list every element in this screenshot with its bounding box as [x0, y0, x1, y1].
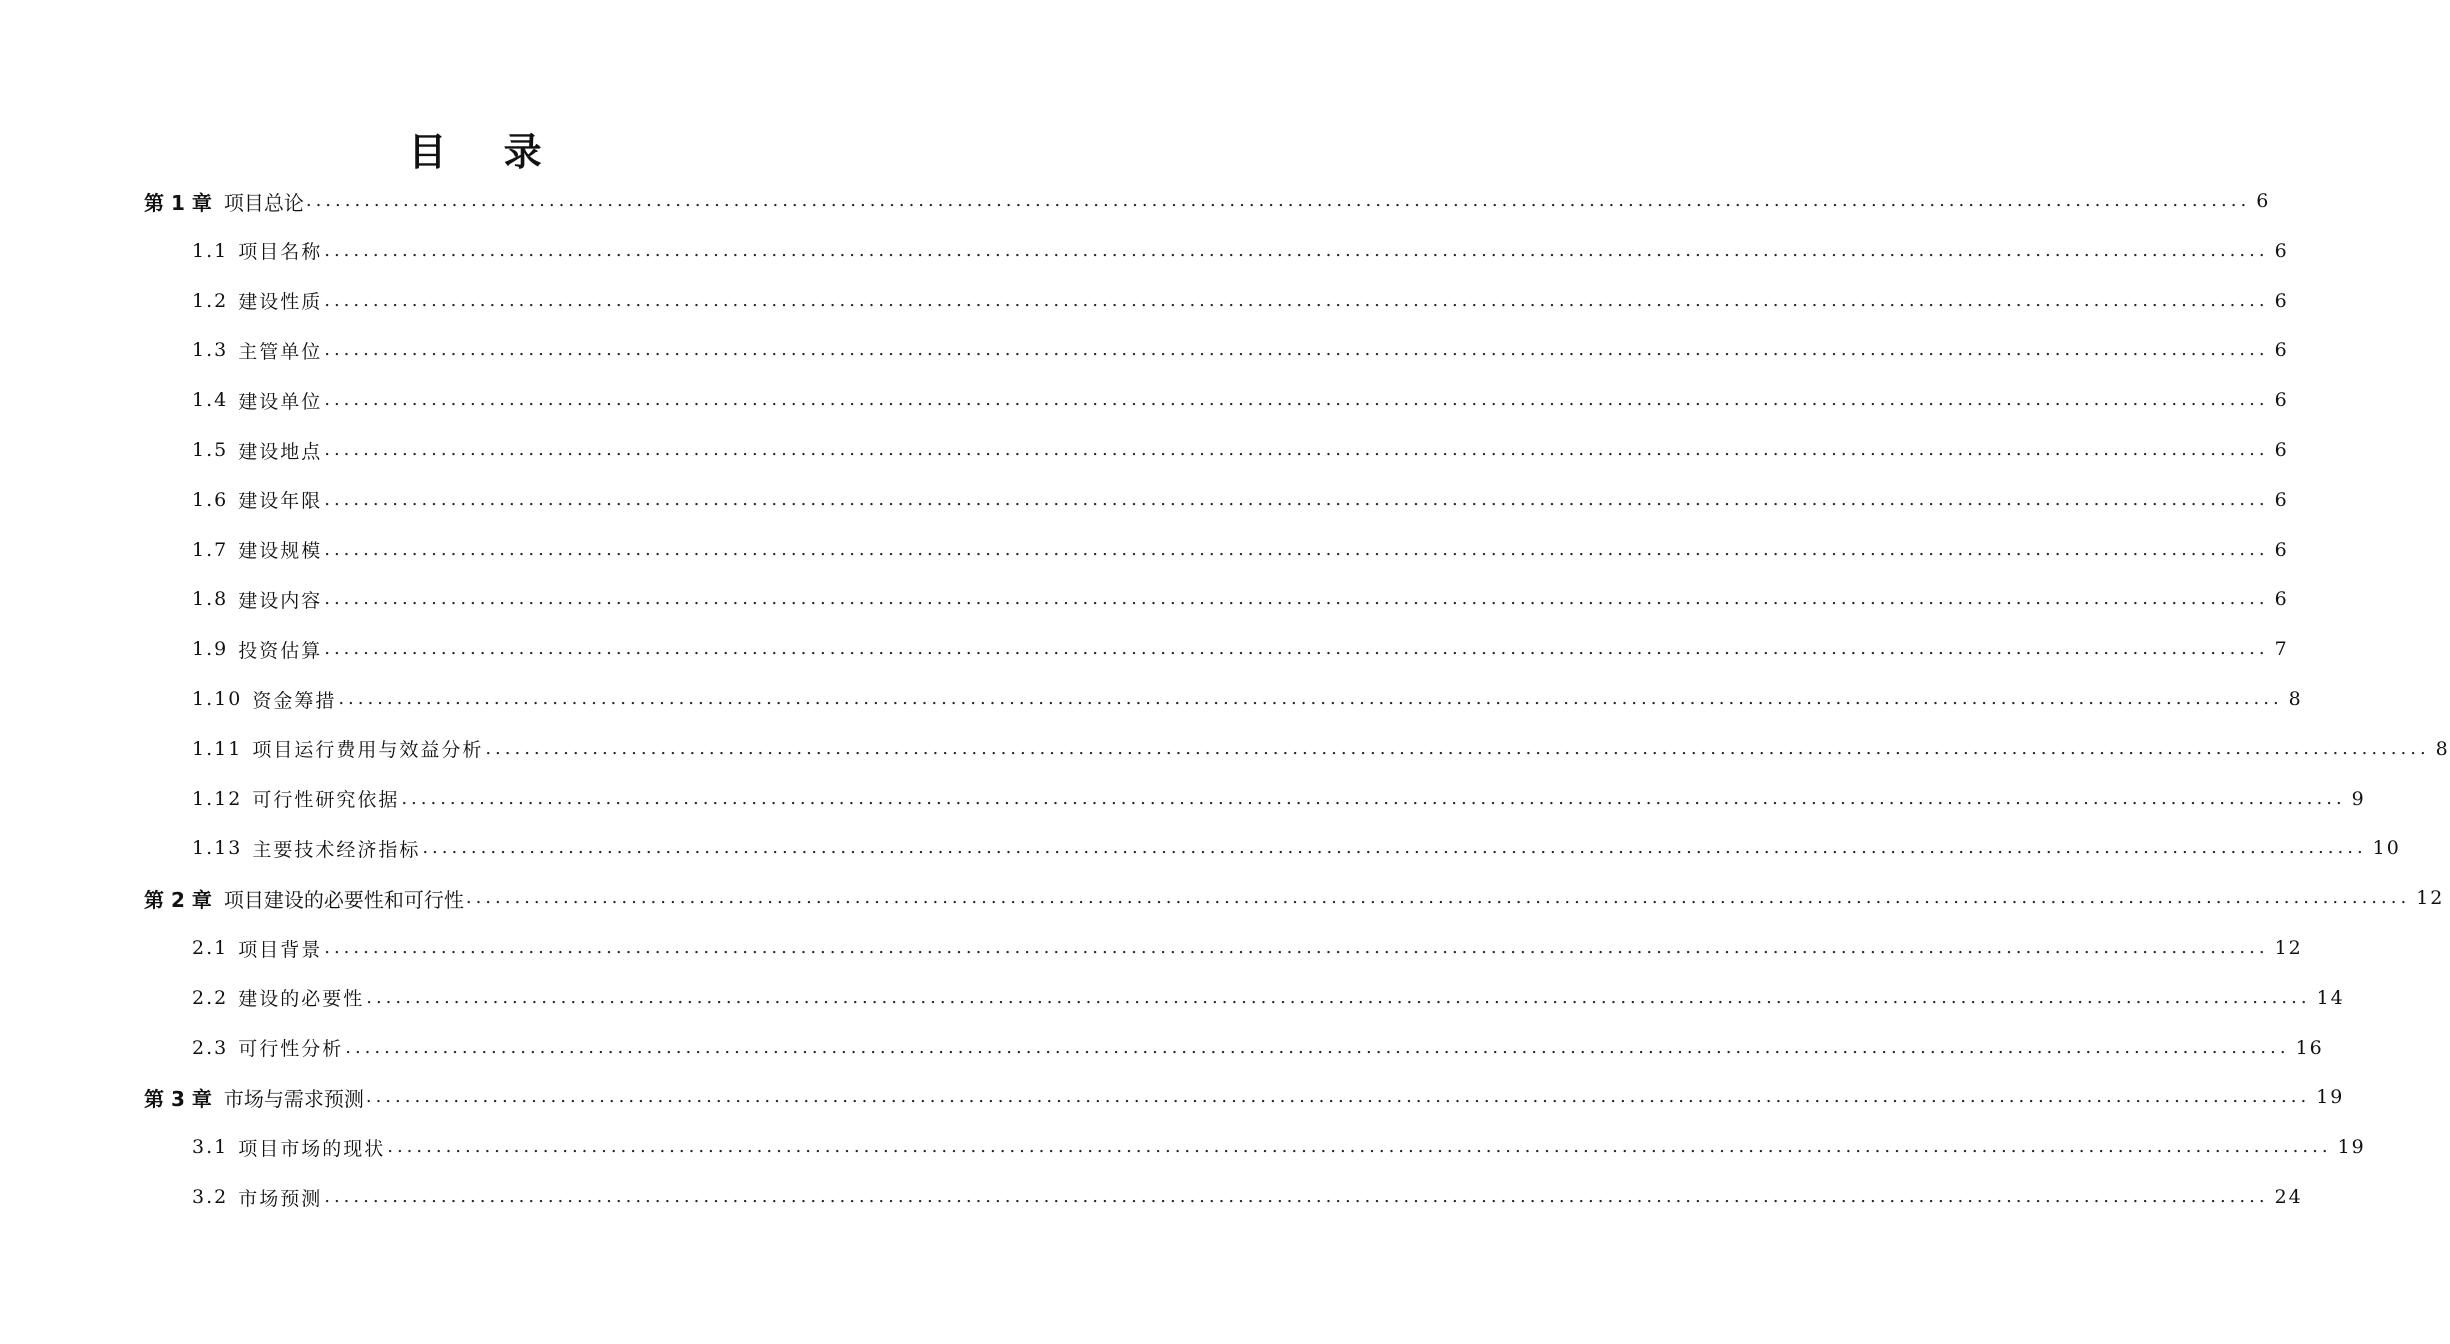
toc-page-number: 12: [2274, 937, 2303, 959]
toc-entry-title: 资金筹措: [252, 689, 337, 712]
toc-entry-title: 项目建设的必要性和可行性: [223, 887, 464, 912]
toc-page-number: 6: [2256, 190, 2271, 212]
toc-entry-number: 1.5: [192, 439, 229, 461]
toc-page-number: 12: [2416, 887, 2445, 910]
toc-dot-leader: ........................................................................................................................................................................................................: [387, 1136, 2332, 1158]
toc-dot-leader: ........................................................................................................................................................................................................: [324, 1186, 2269, 1207]
toc-dot-leader: ........................................................................................................................................................................................................: [485, 737, 2430, 759]
toc-entry-title: 可行性分析: [238, 1038, 344, 1061]
toc-entry-number: 1.8: [192, 588, 229, 611]
toc-entry-title: 建设的必要性: [238, 988, 365, 1011]
toc-entry-number: 1.2: [192, 289, 229, 312]
toc-section-entry[interactable]: [192, 624, 2289, 674]
toc-page-number: 10: [2372, 837, 2401, 860]
toc-entry-number: 2.3: [192, 1036, 229, 1059]
toc-dot-leader: ........................................................................................................................................................................................................: [324, 937, 2269, 958]
toc-entry-title: 市场预测: [238, 1187, 323, 1210]
toc-entry-title: 建设内容: [238, 589, 323, 612]
toc-entry-title: 建设单位: [238, 390, 323, 413]
toc-page-number: 6: [2274, 488, 2289, 511]
toc-page-number: 14: [2316, 986, 2345, 1009]
toc-entry-number: 1.4: [192, 389, 229, 412]
toc-section-entry[interactable]: [192, 1023, 2324, 1073]
toc-section-entry[interactable]: [192, 774, 2366, 824]
toc-section-entry[interactable]: [192, 574, 2289, 624]
toc-dot-leader: ........................................................................................................................................................................................................: [465, 887, 2411, 909]
toc-entry-title: 项目运行费用与效益分析: [252, 739, 484, 762]
toc-page-number: 19: [2316, 1086, 2345, 1109]
toc-entry-title: 主要技术经济指标: [252, 838, 421, 861]
toc-page-number: 19: [2337, 1136, 2366, 1159]
toc-entry-title: 市场与需求预测: [223, 1086, 364, 1111]
toc-page-number: 8: [2288, 688, 2303, 710]
toc-section-entry[interactable]: [192, 923, 2303, 973]
toc-entry-title: 项目总论: [223, 190, 304, 215]
toc-dot-leader: ........................................................................................................................................................................................................: [324, 538, 2269, 560]
toc-dot-leader: ........................................................................................................................................................................................................: [324, 289, 2269, 311]
toc-entry-number: 1.10: [192, 688, 243, 710]
toc-page-number: 6: [2274, 339, 2289, 362]
toc-chapter-entry[interactable]: [144, 176, 2271, 226]
toc-entry-number: 第 2 章: [144, 887, 212, 912]
toc-chapter-entry[interactable]: [144, 1072, 2345, 1122]
toc-entry-title: 建设规模: [238, 540, 323, 563]
toc-entry-number: 3.2: [192, 1186, 229, 1208]
toc-entry-number: 第 3 章: [144, 1086, 212, 1111]
toc-page-number: 8: [2435, 737, 2450, 760]
toc-dot-leader: ........................................................................................................................................................................................................: [401, 787, 2346, 809]
toc-section-entry[interactable]: [192, 823, 2401, 873]
toc-entry-number: 1.12: [192, 787, 243, 810]
toc-section-entry[interactable]: [192, 1172, 2303, 1222]
page-title: 目 录: [408, 129, 564, 174]
toc-section-entry[interactable]: [192, 425, 2289, 475]
toc-page-number: 7: [2274, 638, 2289, 661]
toc-dot-leader: ........................................................................................................................................................................................................: [422, 837, 2367, 859]
toc-entry-title: 项目背景: [238, 938, 323, 961]
toc-entry-number: 1.6: [192, 488, 229, 511]
toc-section-entry[interactable]: [192, 375, 2289, 425]
toc-entry-title: 项目市场的现状: [238, 1137, 386, 1160]
toc-entry-title: 建设地点: [238, 440, 323, 463]
toc-section-entry[interactable]: [192, 276, 2289, 326]
toc-page-number: 6: [2274, 439, 2289, 461]
toc-page-number: 6: [2274, 588, 2289, 611]
toc-chapter-entry[interactable]: [144, 873, 2445, 923]
toc-entry-title: 主管单位: [238, 340, 323, 363]
toc-dot-leader: ........................................................................................................................................................................................................: [305, 190, 2251, 211]
toc-page-number: 6: [2274, 538, 2289, 561]
toc-dot-leader: ........................................................................................................................................................................................................: [366, 986, 2311, 1008]
toc-entry-title: 可行性研究依据: [252, 789, 400, 812]
toc-dot-leader: ........................................................................................................................................................................................................: [324, 239, 2269, 261]
toc-entry-number: 1.11: [192, 737, 243, 760]
toc-section-entry[interactable]: [192, 724, 2450, 774]
toc-dot-leader: ........................................................................................................................................................................................................: [324, 439, 2269, 460]
toc-dot-leader: ........................................................................................................................................................................................................: [324, 389, 2269, 411]
toc-entry-number: 2.1: [192, 937, 229, 959]
toc-section-entry[interactable]: [192, 1122, 2366, 1172]
toc-entry-number: 1.9: [192, 638, 229, 661]
toc-entry-title: 建设性质: [238, 291, 323, 314]
toc-entry-number: 1.7: [192, 538, 229, 561]
toc-entry-number: 1.3: [192, 339, 229, 362]
toc-section-entry[interactable]: [192, 973, 2345, 1023]
toc-entry-number: 1.1: [192, 239, 229, 262]
toc-dot-leader: ........................................................................................................................................................................................................: [324, 638, 2269, 660]
toc-dot-leader: ........................................................................................................................................................................................................: [324, 588, 2269, 610]
toc-entry-number: 2.2: [192, 986, 229, 1009]
toc-entry-number: 第 1 章: [144, 190, 212, 215]
toc-page-number: 6: [2274, 239, 2289, 262]
toc-entry-title: 投资估算: [238, 639, 323, 662]
toc-dot-leader: ........................................................................................................................................................................................................: [324, 339, 2269, 361]
toc-page-number: 6: [2274, 389, 2289, 412]
toc-dot-leader: ........................................................................................................................................................................................................: [324, 488, 2269, 510]
toc-entry-title: 项目名称: [238, 241, 323, 264]
toc-dot-leader: ........................................................................................................................................................................................................: [345, 1036, 2290, 1058]
toc-section-entry[interactable]: [192, 674, 2303, 724]
toc-section-entry[interactable]: [192, 475, 2289, 525]
toc-dot-leader: ........................................................................................................................................................................................................: [365, 1086, 2311, 1108]
toc-entry-number: 3.1: [192, 1136, 229, 1159]
toc-entry-title: 建设年限: [238, 490, 323, 513]
toc-entry-number: 1.13: [192, 837, 243, 860]
toc-section-entry[interactable]: [192, 325, 2289, 375]
toc-page-number: 9: [2351, 787, 2366, 810]
toc-section-entry[interactable]: [192, 226, 2289, 276]
toc-section-entry[interactable]: [192, 525, 2289, 575]
toc-dot-leader: ........................................................................................................................................................................................................: [338, 688, 2283, 709]
toc-page-number: 24: [2274, 1186, 2303, 1208]
toc-page-number: 6: [2274, 289, 2289, 312]
toc-page-number: 16: [2295, 1036, 2324, 1059]
